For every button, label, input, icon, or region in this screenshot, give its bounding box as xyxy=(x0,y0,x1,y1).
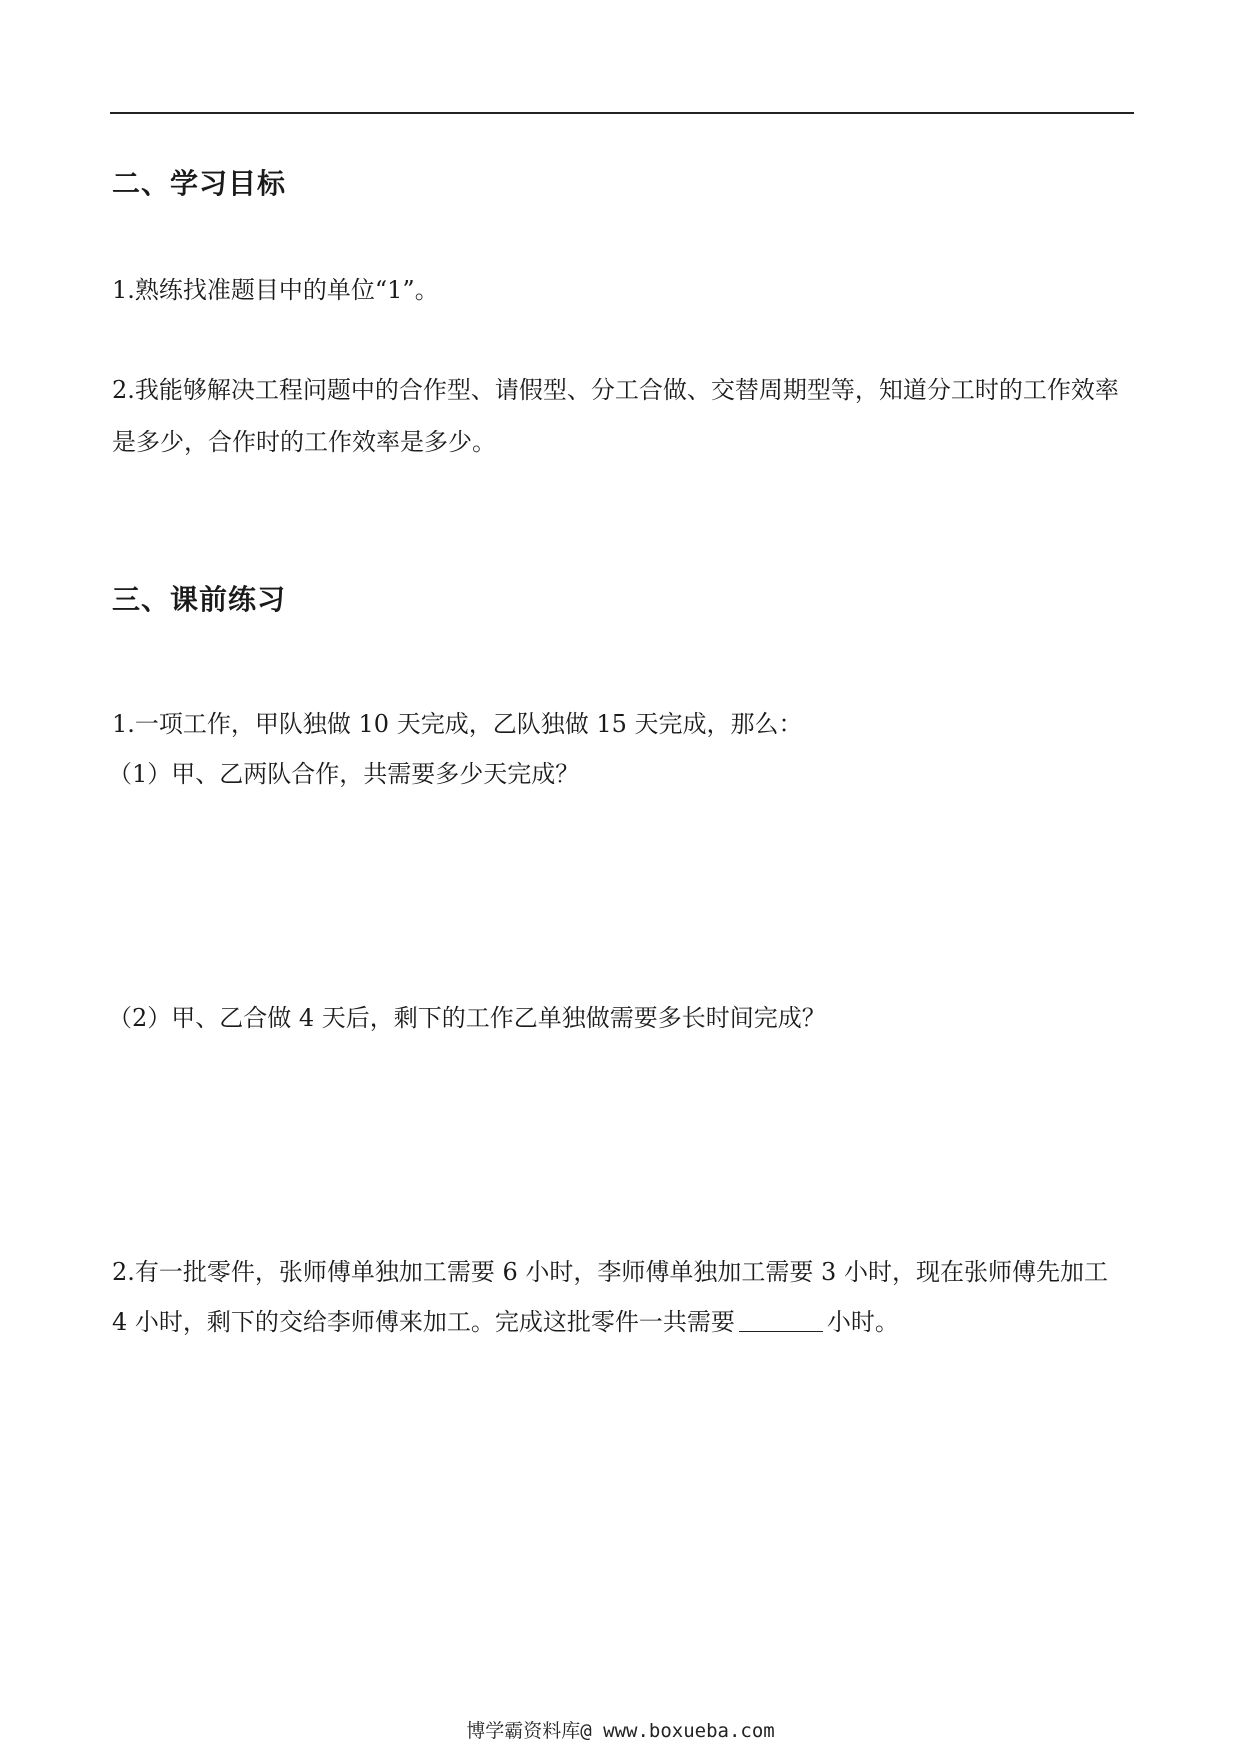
goal-item-2: 2.我能够解决工程问题中的合作型、请假型、分工合做、交替周期型等，知道分工时的工作效率是多少，合作时的工作效率是多少。 xyxy=(112,376,1119,456)
footer-watermark: 博学霸资料库@ www.boxueba.com xyxy=(466,1720,775,1742)
question-2-line-2-text: 4 小时，剩下的交给李师傅来加工。完成这批零件一共需要 xyxy=(112,1308,735,1336)
goal-item-1: 1.熟练找准题目中的单位“1”。 xyxy=(112,276,439,304)
section-heading-pre-class-exercises: 三、课前练习 xyxy=(112,583,287,616)
question-2-unit: 小时。 xyxy=(826,1308,899,1336)
question-1-part-1: （1）甲、乙两队合作，共需要多少天完成？ xyxy=(108,760,580,788)
section-heading-learning-goals: 二、学习目标 xyxy=(112,167,287,200)
question-2-line-2 xyxy=(112,1304,1142,1340)
answer-blank[interactable] xyxy=(739,1307,823,1332)
question-1-part-2: （2）甲、乙合做 4 天后，剩下的工作乙单独做需要多长时间完成？ xyxy=(108,1004,826,1032)
question-2-line-1: 2.有一批零件，张师傅单独加工需要 6 小时，李师傅单独加工需要 3 小时，现在张师傅先加工 xyxy=(112,1258,1108,1286)
header-rule xyxy=(110,112,1134,114)
question-1-stem: 1.一项工作，甲队独做 10 天完成，乙队独做 15 天完成，那么： xyxy=(112,710,803,738)
